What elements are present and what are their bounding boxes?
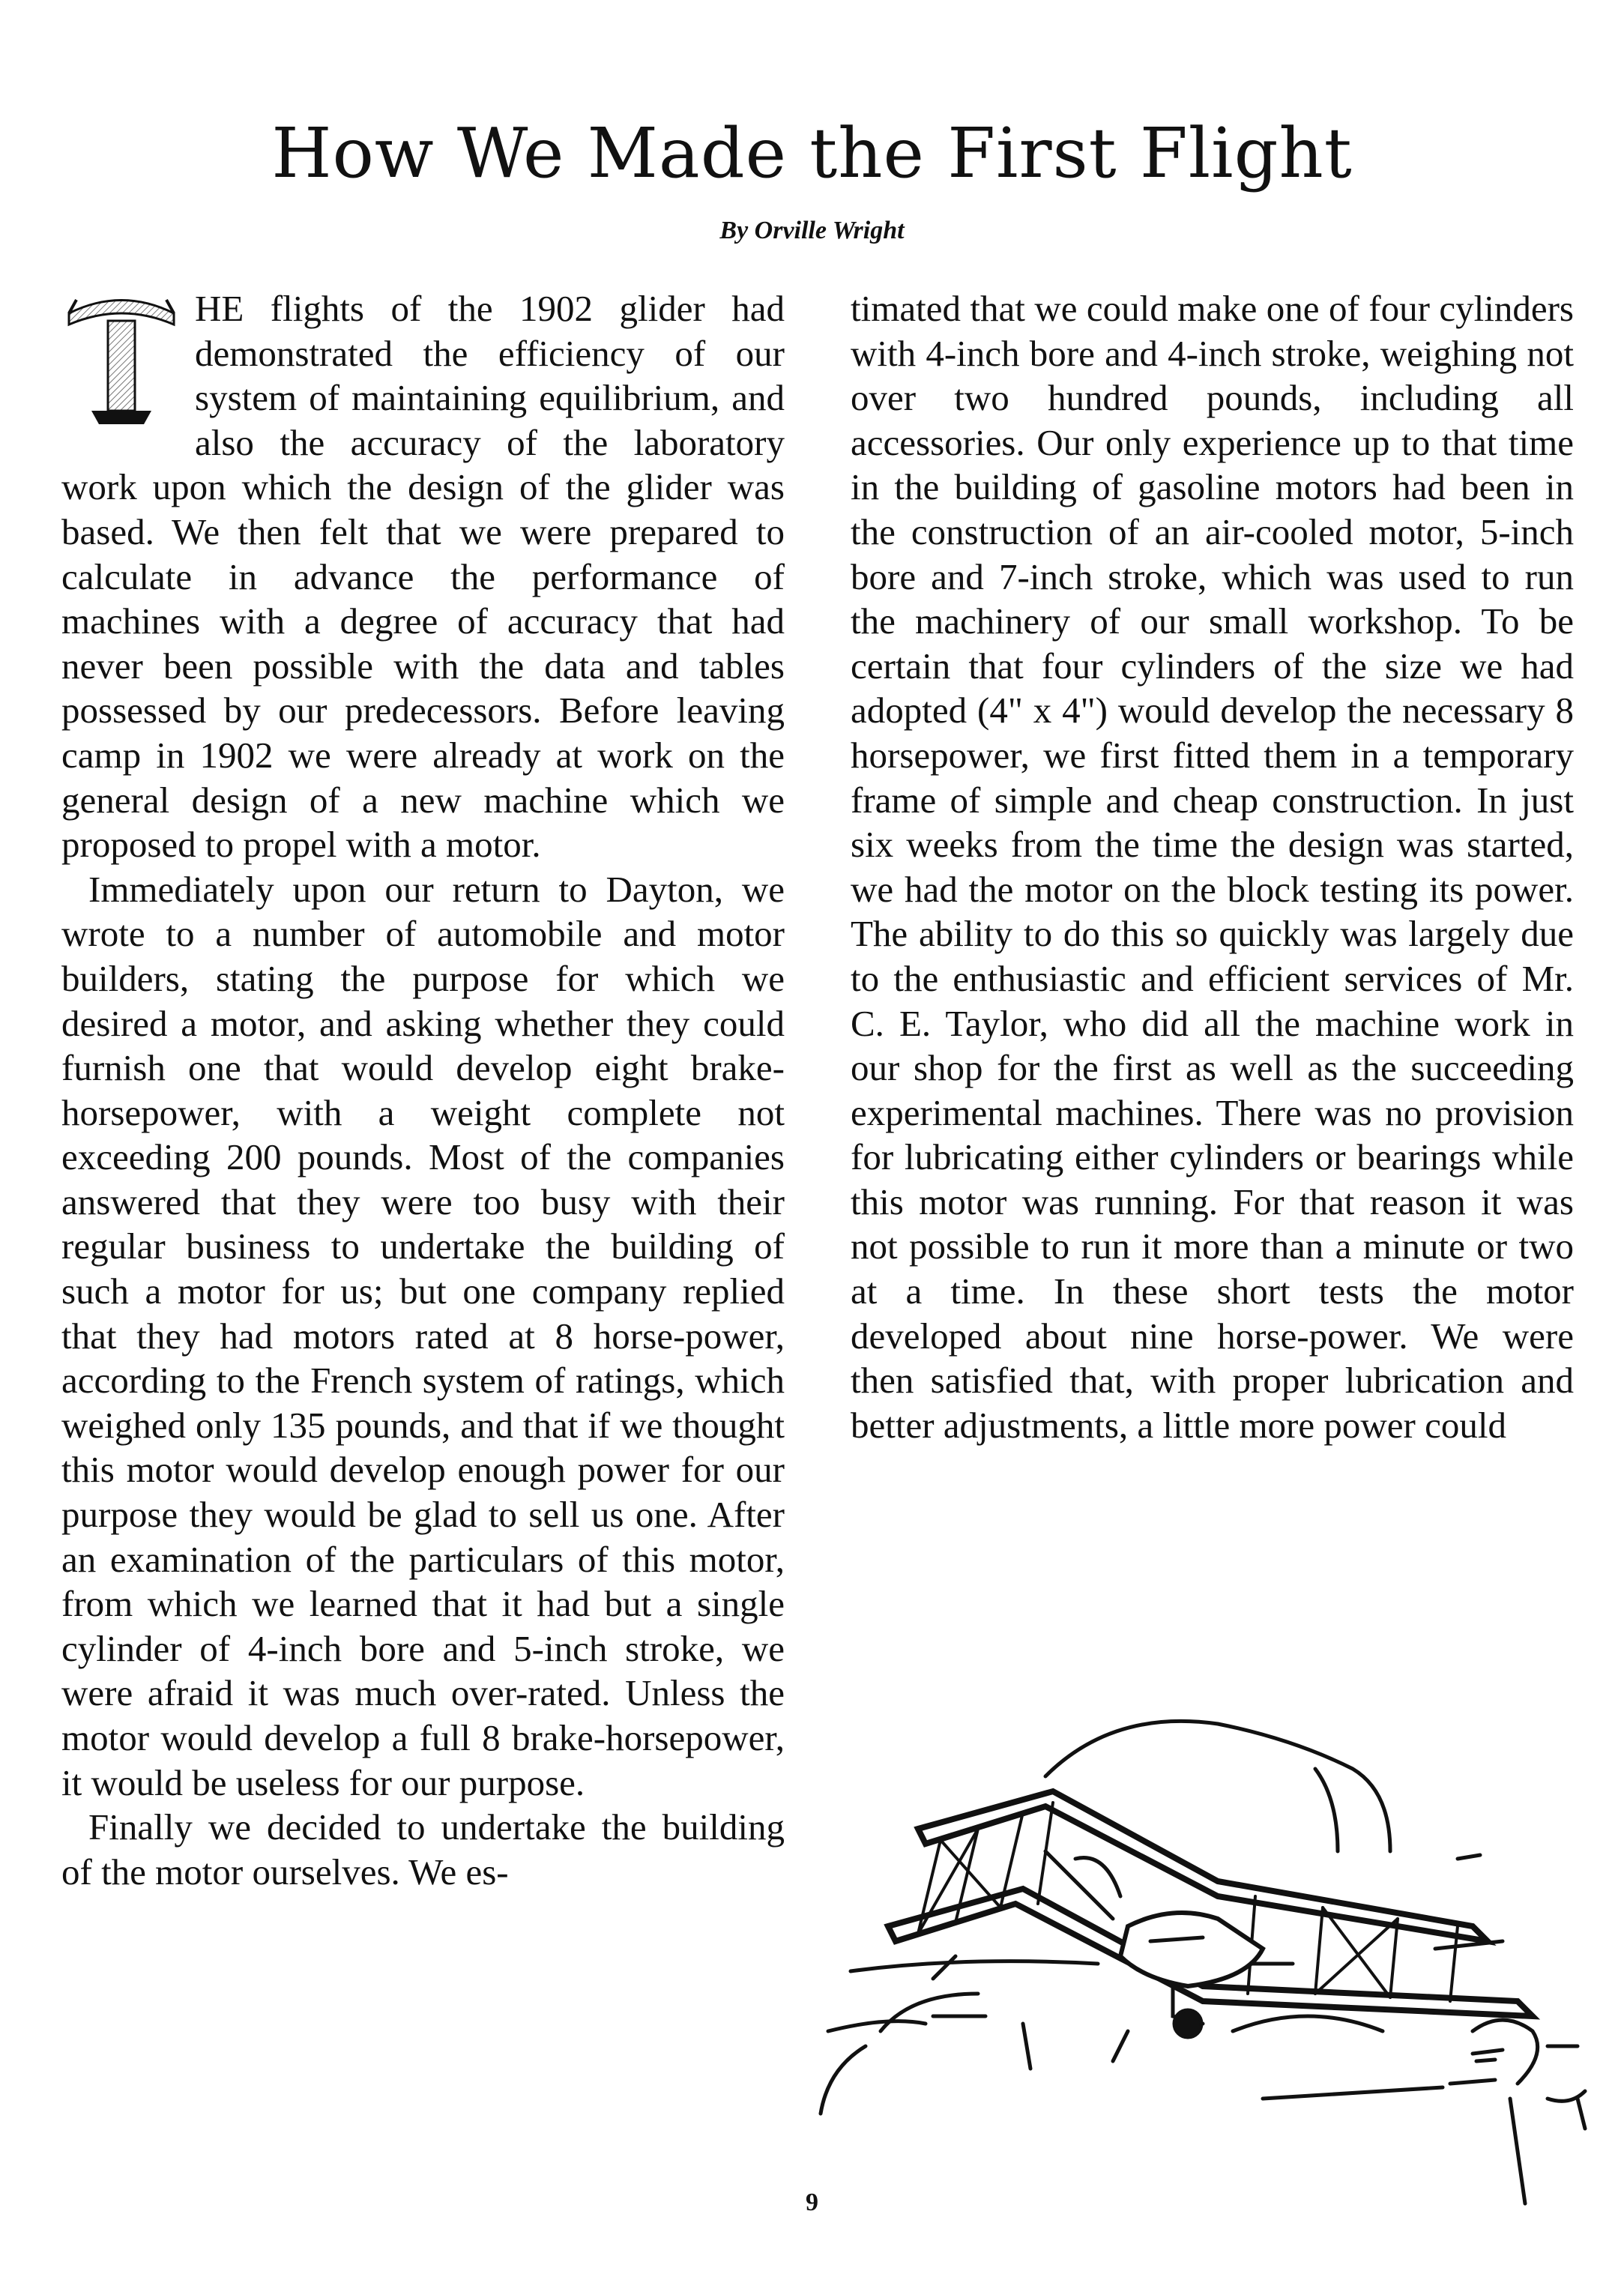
biplane-illustration-icon <box>798 1679 1608 2219</box>
page-number: 9 <box>806 2189 818 2216</box>
byline: By Orville Wright <box>719 217 905 244</box>
left-column <box>61 286 785 1894</box>
paragraph-1-text: HE flights of the 1902 glider had demonstrated the efficiency of our system of maintaining equilibrium, and also the accuracy of the laboratory work upon which the design of the glider was based. We then felt that we were prepared to calculate in advance the performance of machines with a degree of accuracy that had never been possible with the data and tables possessed by our predecessors. Before leaving camp in 1902 we were already at work on the general design of a new machine which we proposed to propel with a motor. <box>61 288 785 866</box>
paragraph-2: Immediately upon our return to Dayton, we wrote to a number of automobile and motor builders, stating the purpose for which we desired a motor, and asking whether they could furnish one that would develop eight brake-horsepower, with a weight complete not exceeding 200 pounds. Most of the companies answered that they were too busy with their regular business to undertake the building of such a motor for us; but one company replied that they had motors rated at 8 horse-power, according to the French system of ratings, which weighed only 135 pounds, and that if we thought this motor would develop enough power for our purpose they would be glad to sell us one. After an examination of the particulars of this motor, from which we learned that it had but a single cylinder of 4-inch bore and 5-inch stroke, we were afraid it was much over-rated. Unless the motor would develop a full 8 brake-horsepower, it would be useless for our purpose. <box>61 868 785 1803</box>
right-column <box>851 286 1574 1447</box>
dropcap <box>61 291 181 429</box>
paragraph-1 <box>61 286 785 867</box>
paragraph-4: timated that we could make one of four cylinders with 4-inch bore and 4-inch stroke, weighing not over two hundred pounds, including all accessories. Our only experience up to that time in the building of gasoline motors had been in the construction of an air-cooled motor, 5-inch bore and 7-inch stroke, which was used to run the machinery of our small workshop. To be certain that four cylinders of the size we had adopted (4" x 4") would develop the necessary 8 horsepower, we first fitted them in a temporary frame of simple and cheap construction. In just six weeks from the time the design was started, we had the motor on the block testing its power. The ability to do this so quickly was largely due to the enthusiastic and efficient services of Mr. C. E. Taylor, who did all the machine work in our shop for the first as well as the succeeding experimental machines. There was no provision for lubricating either cylinders or bearings while this motor was running. For that reason it was not possible to run it more than a minute or two at a time. In these short tests the motor developed about nine horse-power. We were then satisfied that, with proper lubrication and better adjustments, a little more power could <box>851 288 1574 1446</box>
article-title: How We Made the First Flight <box>271 113 1353 193</box>
paragraph-3: Finally we decided to undertake the building of the motor ourselves. We es- <box>61 1806 785 1893</box>
